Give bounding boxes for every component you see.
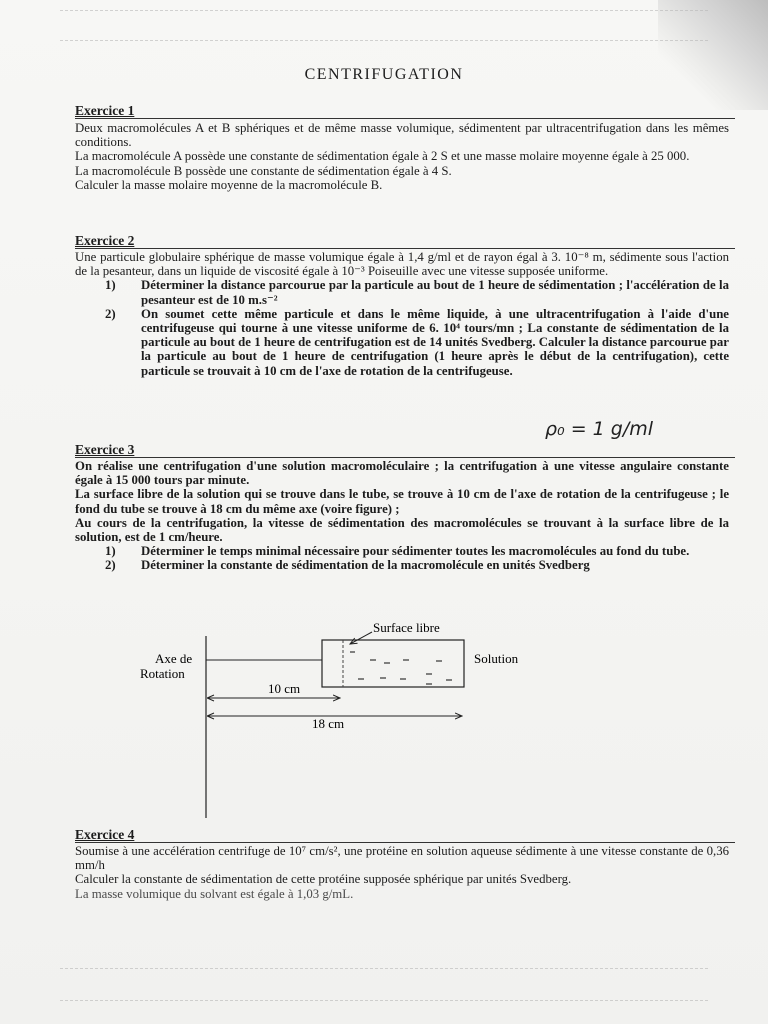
exercise-3-questions bbox=[75, 544, 729, 572]
exercise-4-line: Calculer la constante de sédimentation de cette protéine supposée sphérique par unités Svedberg. bbox=[75, 872, 572, 887]
macromolecule-dashes bbox=[350, 652, 452, 684]
question-number: 2) bbox=[105, 558, 116, 573]
tube-rectangle bbox=[322, 640, 464, 687]
scan-artifact bbox=[60, 1000, 708, 1003]
exercise-3-title: Exercice 3 bbox=[75, 442, 135, 457]
question-item bbox=[105, 558, 729, 573]
distance-label-10cm: 10 cm bbox=[268, 681, 301, 696]
exercise-4-line: La masse volumique du solvant est égale à 1,03 g/mL. bbox=[75, 886, 354, 901]
solution-label: Solution bbox=[474, 651, 519, 666]
exercise-4-heading bbox=[75, 828, 735, 843]
scan-artifact bbox=[60, 968, 708, 971]
question-number: 2) bbox=[105, 306, 116, 321]
exercise-1-line: La macromolécule B possède une constante de sédimentation égale à 4 S. bbox=[75, 163, 452, 178]
exercise-1-title: Exercice 1 bbox=[75, 103, 135, 118]
exercise-1-line: La macromolécule A possède une constante de sédimentation égale à 2 S et une masse molaire moyenne égale à 25 000. bbox=[75, 149, 690, 164]
question-item bbox=[105, 544, 729, 559]
question-number: 1) bbox=[105, 278, 116, 293]
exercise-1-line: Calculer la masse molaire moyenne de la macromolécule B. bbox=[75, 177, 383, 192]
exercise-4-title: Exercice 4 bbox=[75, 827, 135, 842]
distance-label-18cm: 18 cm bbox=[312, 716, 345, 731]
surface-label: Surface libre bbox=[373, 620, 440, 635]
question-text: Déterminer le temps minimal nécessaire pour sédimenter toutes les macromolécules au fond du tube. bbox=[141, 544, 690, 559]
exercise-3-body bbox=[75, 459, 729, 573]
exercise-3-line: La surface libre de la solution qui se trouve dans le tube, se trouve à 10 cm de l'axe de rotation de la centrifugeuse ; le fond du tube se trouve à 18 cm du même axe (voire figure) ; bbox=[75, 487, 729, 516]
exercise-3-line: Au cours de la centrifugation, la vitesse de sédimentation des macromolécules se trouvant à la surface libre de la solution, est de 1 cm/heure. bbox=[75, 515, 729, 545]
exercise-2-intro: Une particule globulaire sphérique de masse volumique égale à 1,4 g/ml et de rayon égal à 3. 10⁻⁸ m, sédimente sous l'action de la pesanteur, dans un liquide de viscosité égale à 10⁻³ Poiseuille avec une vitesse supposée uniforme. bbox=[75, 250, 729, 279]
question-item bbox=[105, 306, 729, 378]
question-text: Déterminer la constante de sédimentation de la macromolécule en unités Svedberg bbox=[141, 558, 590, 573]
question-number: 1) bbox=[105, 544, 116, 559]
page-title: CENTRIFUGATION bbox=[304, 66, 464, 83]
exercise-2-title: Exercice 2 bbox=[75, 233, 135, 248]
exercise-2-questions bbox=[75, 278, 729, 377]
exercise-4-body bbox=[75, 844, 729, 901]
exercise-1-line: Deux macromolécules A et B sphériques et de même masse volumique, sédimentent par ultracentrifugation dans les mêmes conditions. bbox=[75, 121, 729, 150]
exercise-1-body bbox=[75, 121, 729, 192]
exercise-2-body bbox=[75, 250, 729, 378]
exercise-1-heading bbox=[75, 104, 735, 119]
scan-artifact bbox=[60, 40, 708, 43]
axis-label-line2: Rotation bbox=[140, 666, 185, 681]
handwritten-note: ρ₀ = 1 g/ml bbox=[545, 418, 654, 440]
exercise-3-line: On réalise une centrifugation d'une solution macromoléculaire ; la centrifugation à une vitesse angulaire constante égale à 15 000 tours par minute. bbox=[75, 459, 729, 488]
exercise-3-heading bbox=[75, 443, 735, 458]
exercise-2-heading bbox=[75, 234, 735, 249]
question-item bbox=[105, 278, 729, 307]
surface-pointer-arrow bbox=[350, 632, 372, 644]
question-text: On soumet cette même particule et dans le même liquide, à une ultracentrifugation à l'aide d'une centrifugeuse qui tourne à une vitesse uniforme de 6. 10⁴ tours/mn ; La constante de sédimentation de la particule au bout de 1 heure de centrifugation est de 14 unités Svedberg. Calculer la distance parcourue par la particule au bout de 1 heure de centrifugation (1 heure après le début de la centrifugation), cette particule se trouvait à 10 cm de l'axe de rotation de la centrifugeuse. bbox=[141, 306, 729, 378]
page-fold-corner bbox=[658, 0, 768, 110]
exercise-4-line: Soumise à une accélération centrifuge de 10⁷ cm/s², une protéine en solution aqueuse sédimente à une vitesse constante de 0,36 mm/h bbox=[75, 844, 729, 873]
axis-label-line1: Axe de bbox=[155, 651, 193, 666]
question-text: Déterminer la distance parcourue par la particule au bout de 1 heure de sédimentation ; l'accélération de la pesanteur est de 10 m.s⁻² bbox=[141, 278, 729, 307]
scan-artifact bbox=[60, 10, 708, 13]
